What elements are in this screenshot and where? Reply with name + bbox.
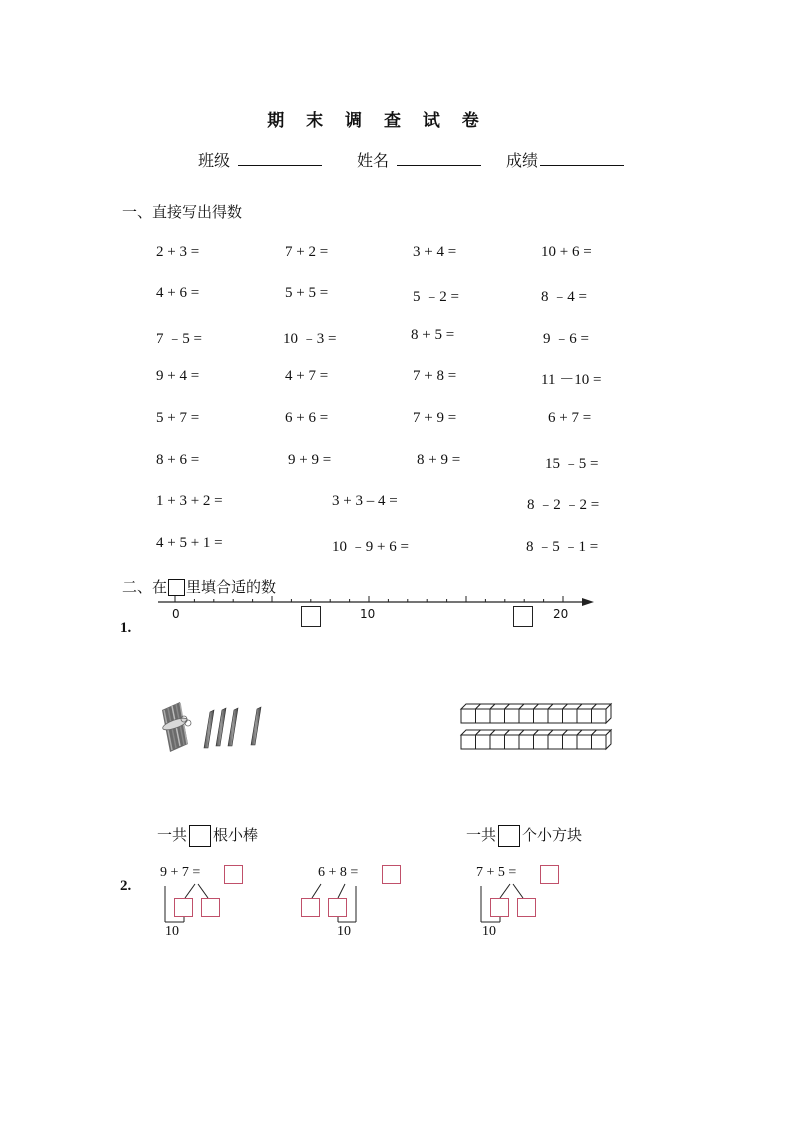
addend-b: 5 xyxy=(497,865,505,880)
cubes-prefix: 一共 xyxy=(466,826,497,844)
cube-icon xyxy=(490,735,505,749)
make-ten-problem-3 xyxy=(476,865,516,881)
problem: 5 + 5 = xyxy=(285,285,329,301)
number-line-answer-box[interactable] xyxy=(301,606,321,627)
equals-sign: = xyxy=(350,865,359,880)
cube-icon xyxy=(563,735,578,749)
problem: 2 + 3 = xyxy=(156,244,200,260)
split-answer-box[interactable] xyxy=(517,898,536,917)
problem: 4 + 5 + 1 = xyxy=(156,535,223,551)
name-blank[interactable] xyxy=(397,149,481,166)
number-line-label-20: 20 xyxy=(553,607,569,621)
stick-icon xyxy=(228,708,238,746)
cube-icon xyxy=(577,709,592,723)
plus-sign: + xyxy=(328,865,337,880)
addend-a: 7 xyxy=(476,865,483,880)
cube-icon xyxy=(592,709,607,723)
cube-icon xyxy=(505,709,520,723)
cubes-total xyxy=(466,824,582,847)
plus-sign: + xyxy=(486,865,495,880)
section2-heading-after: 里填合适的数 xyxy=(186,578,277,596)
cube-icon xyxy=(534,735,549,749)
cube-icon xyxy=(534,709,549,723)
page-title: 期 末 调 查 试 卷 xyxy=(267,111,487,131)
problem: 8 ﹣4 = xyxy=(541,289,587,305)
problem: 9 + 9 = xyxy=(288,452,332,468)
problem: 9 + 4 = xyxy=(156,368,200,384)
problem: 11 －10 = xyxy=(541,372,602,388)
cube-icon xyxy=(461,709,476,723)
problem: 6 + 7 = xyxy=(548,410,592,426)
cubes-illustration xyxy=(458,700,620,752)
number-line-ticks xyxy=(175,596,563,602)
problem: 8 + 6 = xyxy=(156,452,200,468)
problem: 6 + 6 = xyxy=(285,410,329,426)
stick-icon xyxy=(204,710,214,748)
cube-icon xyxy=(548,709,563,723)
number-line-answer-box[interactable] xyxy=(513,606,533,627)
arrow-icon xyxy=(582,598,594,606)
problem: 3 + 4 = xyxy=(413,244,457,260)
number-line-label-0: 0 xyxy=(172,607,180,621)
ten-label: 10 xyxy=(337,924,351,939)
cube-icon xyxy=(519,709,534,723)
name-field xyxy=(357,148,481,171)
cube-icon xyxy=(577,735,592,749)
cube-icon xyxy=(592,735,607,749)
cubes-suffix: 个小方块 xyxy=(522,826,583,844)
problem: 15 ﹣5 = xyxy=(545,456,599,472)
equals-sign: = xyxy=(508,865,517,880)
problem: 8 ﹣2 ﹣2 = xyxy=(527,497,600,513)
question-1-number: 1. xyxy=(120,620,132,636)
cube-icon xyxy=(563,709,578,723)
problem: 4 + 7 = xyxy=(285,368,329,384)
ten-label: 10 xyxy=(482,924,496,939)
sticks-illustration xyxy=(158,700,268,756)
cube-icon xyxy=(461,735,476,749)
addend-b: 7 xyxy=(181,865,189,880)
split-answer-box[interactable] xyxy=(490,898,509,917)
score-label: 成绩 xyxy=(506,151,539,170)
equals-sign: = xyxy=(192,865,201,880)
cube-icon xyxy=(505,735,520,749)
cube-icon xyxy=(490,709,505,723)
score-blank[interactable] xyxy=(540,149,624,166)
single-sticks xyxy=(204,707,261,748)
split-answer-box[interactable] xyxy=(301,898,320,917)
split-answer-box[interactable] xyxy=(201,898,220,917)
problem: 3 + 3 – 4 = xyxy=(332,493,398,509)
cube-icon xyxy=(548,735,563,749)
class-field xyxy=(198,148,322,171)
addend-a: 9 xyxy=(160,865,167,880)
problem: 8 ﹣5 ﹣1 = xyxy=(526,539,599,555)
cubes-answer-box[interactable] xyxy=(498,825,520,847)
problem: 1 + 3 + 2 = xyxy=(156,493,223,509)
sum-answer-box[interactable] xyxy=(382,865,401,884)
ten-label: 10 xyxy=(165,924,179,939)
name-label: 姓名 xyxy=(357,151,390,170)
sticks-prefix: 一共 xyxy=(157,826,188,844)
make-ten-problem-2 xyxy=(318,865,358,881)
problem: 10 ﹣9 + 6 = xyxy=(332,539,409,555)
sticks-answer-box[interactable] xyxy=(189,825,211,847)
problem: 5 ﹣2 = xyxy=(413,289,459,305)
stick-icon xyxy=(251,707,261,745)
stick-bundle-icon xyxy=(161,702,191,752)
number-line-label-10: 10 xyxy=(360,607,376,621)
question-2-number: 2. xyxy=(120,878,132,894)
sticks-total xyxy=(157,824,258,847)
split-answer-box[interactable] xyxy=(328,898,347,917)
make-ten-problem-1 xyxy=(160,865,200,881)
problem: 10 ﹣3 = xyxy=(283,331,337,347)
stick-icon xyxy=(216,708,226,746)
section2-heading-before: 二、在 xyxy=(122,578,168,596)
addend-b: 8 xyxy=(339,865,347,880)
problem: 7 + 8 = xyxy=(413,368,457,384)
addend-a: 6 xyxy=(318,865,325,880)
class-blank[interactable] xyxy=(238,149,322,166)
cube-icon xyxy=(519,735,534,749)
problem: 4 + 6 = xyxy=(156,285,200,301)
problem: 7 ﹣5 = xyxy=(156,331,202,347)
class-label: 班级 xyxy=(198,151,231,170)
problem: 8 + 5 = xyxy=(411,327,455,343)
problem: 10 + 6 = xyxy=(541,244,592,260)
plus-sign: + xyxy=(170,865,179,880)
cube-icon xyxy=(476,735,491,749)
problem: 8 + 9 = xyxy=(417,452,461,468)
problem: 5 + 7 = xyxy=(156,410,200,426)
cube-icon xyxy=(476,709,491,723)
problem: 7 + 2 = xyxy=(285,244,329,260)
split-answer-box[interactable] xyxy=(174,898,193,917)
section1-heading: 一、直接写出得数 xyxy=(122,203,243,221)
sticks-suffix: 根小棒 xyxy=(213,826,259,844)
problem: 7 + 9 = xyxy=(413,410,457,426)
score-field xyxy=(506,148,624,171)
problem: 9 ﹣6 = xyxy=(543,331,589,347)
